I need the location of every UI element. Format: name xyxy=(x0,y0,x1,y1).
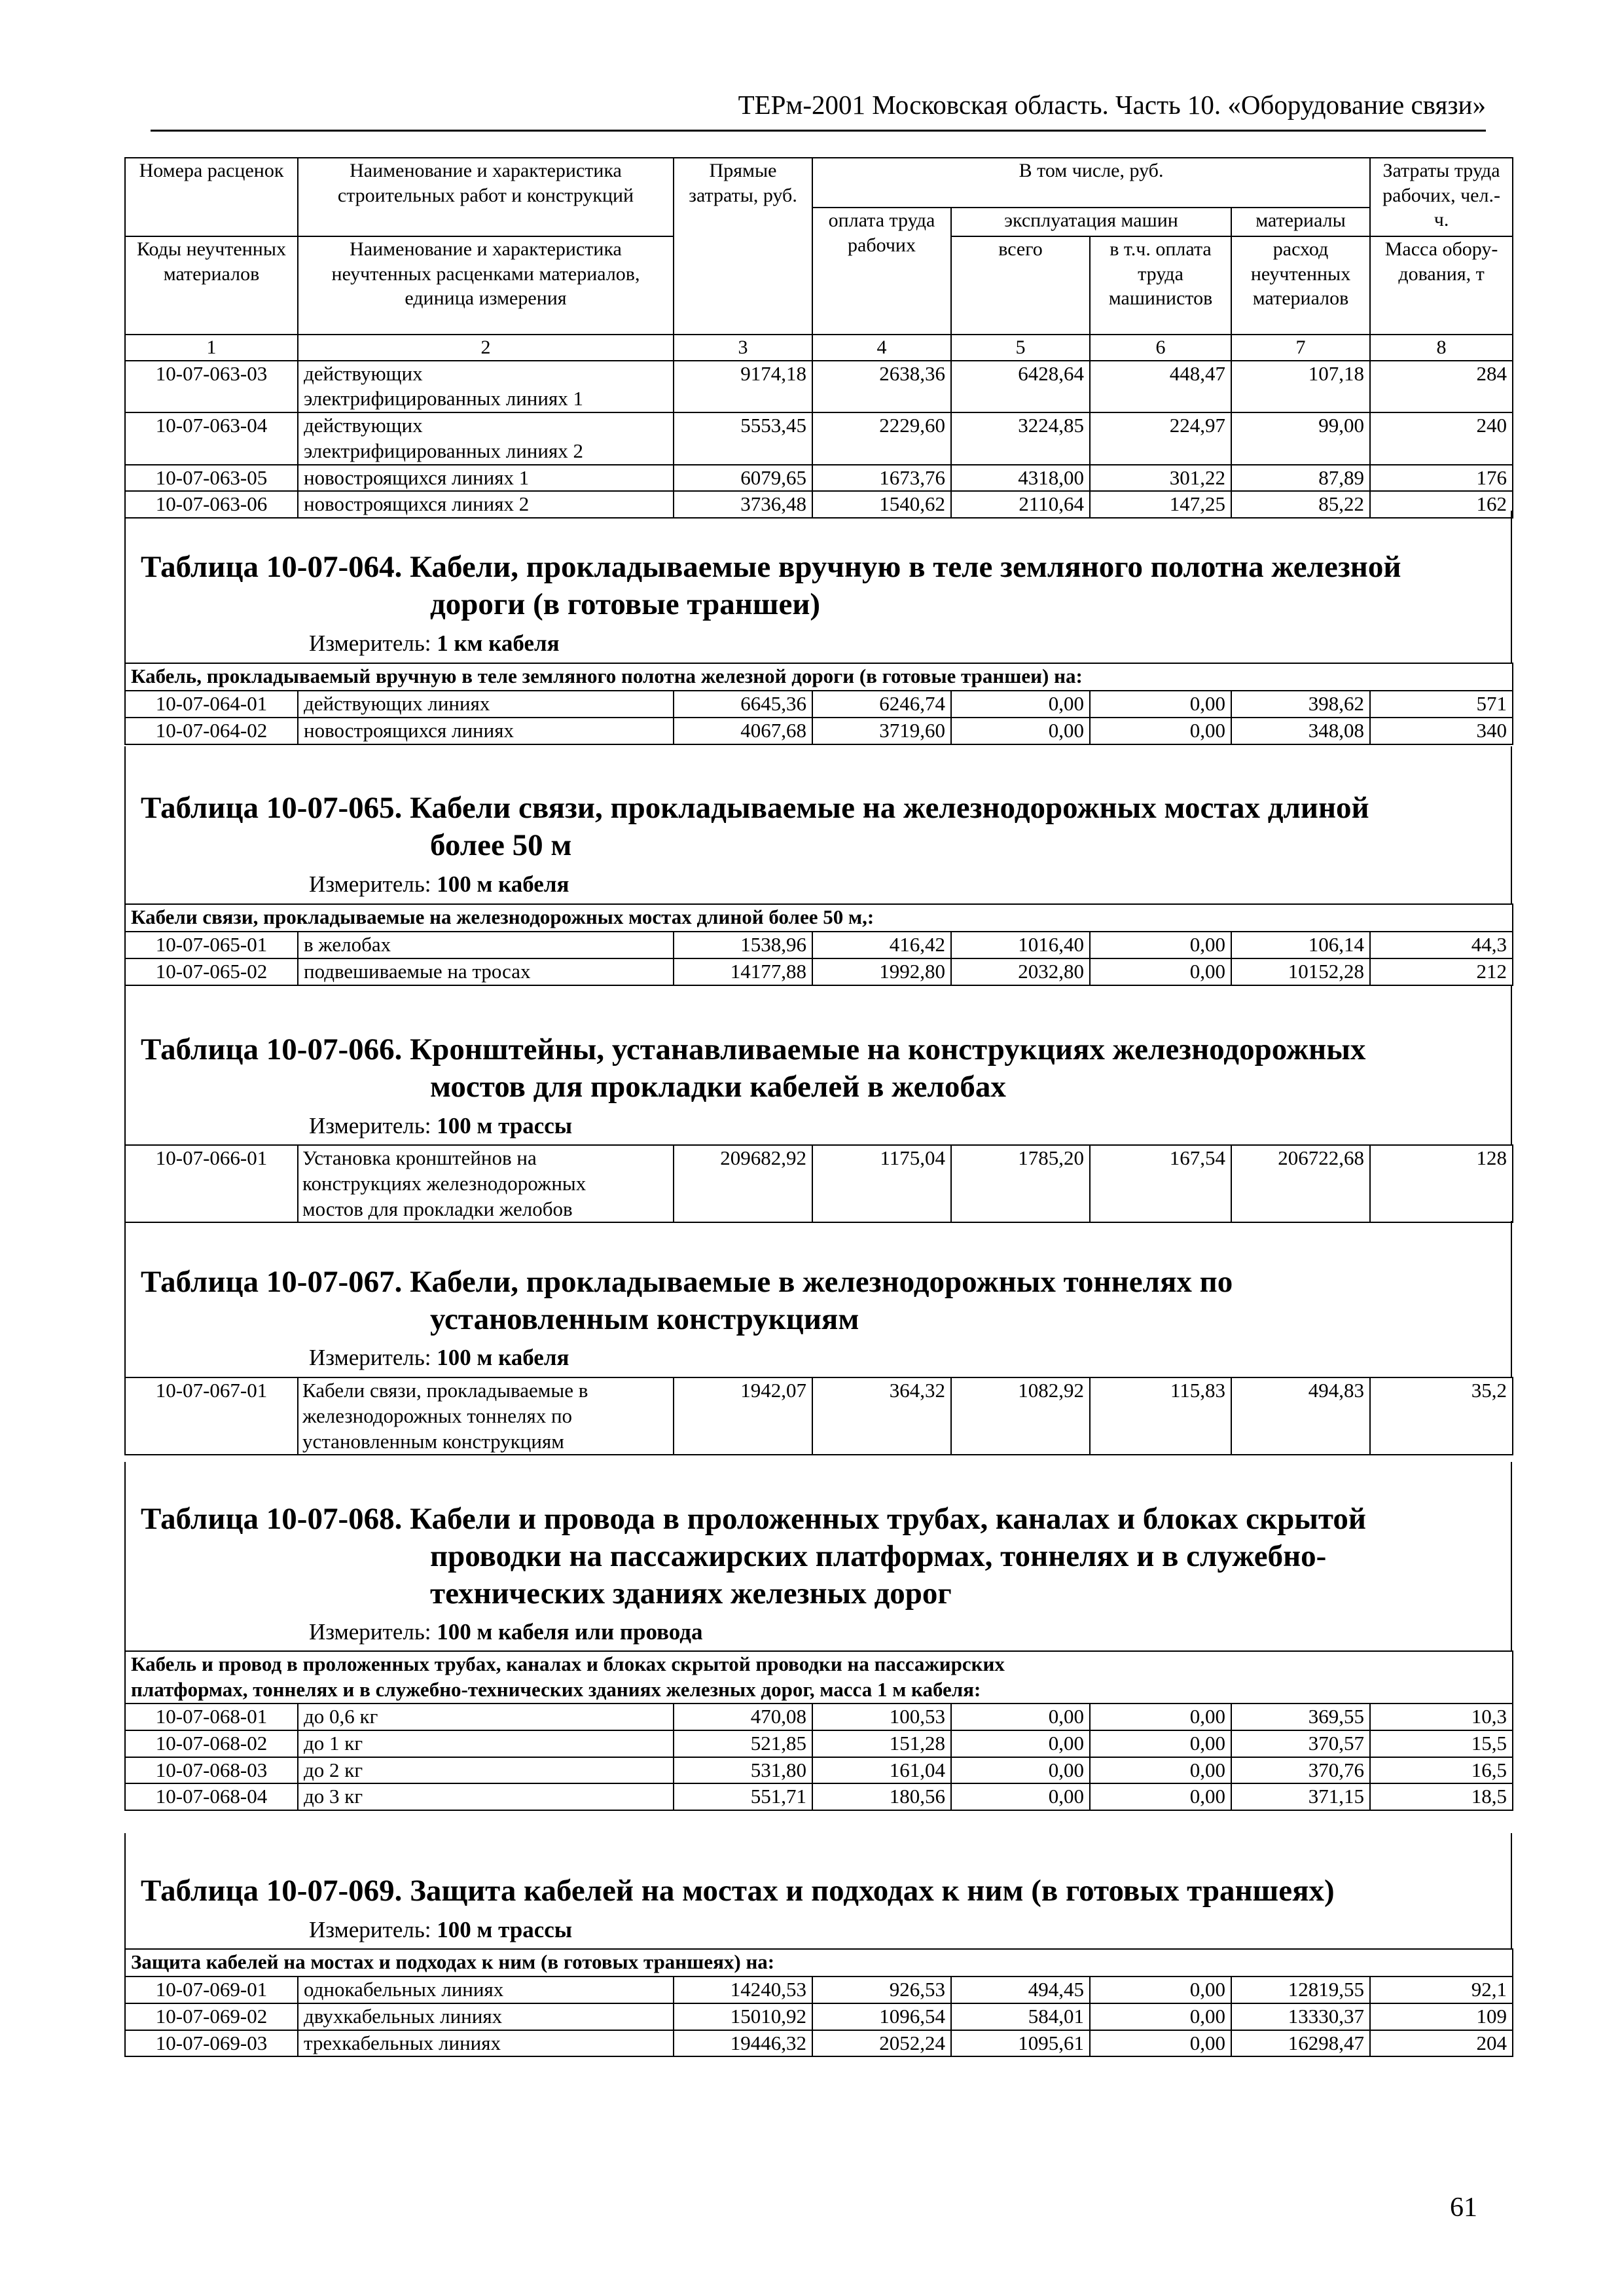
table-measure xyxy=(309,1620,702,1643)
table-title xyxy=(141,1264,1509,1338)
rate-code: 10-07-064-01 xyxy=(125,691,298,718)
table-title xyxy=(141,1872,1509,1910)
rate-code: 10-07-063-03 xyxy=(125,361,298,413)
machines-total: 6428,64 xyxy=(951,361,1090,413)
direct-cost: 470,08 xyxy=(674,1704,812,1730)
machines-total: 2110,64 xyxy=(951,491,1090,518)
materials-cost: 494,83 xyxy=(1231,1377,1370,1455)
table-title-line: Кабели связи, прокладываемые на железнодорожных мостах длиной xyxy=(410,791,1369,825)
measure-prefix: Измеритель: xyxy=(309,1113,431,1139)
text-line: новостроящихся линиях xyxy=(304,718,514,742)
labor-pay: 1540,62 xyxy=(812,491,951,518)
text-line: Кабель, прокладываемый вручную в теле земляного полотна железной дороги (в готовые траншеи) на: xyxy=(131,665,1083,687)
machinist-pay: 0,00 xyxy=(1090,958,1231,985)
text-line: Кабель и провод в проложенных трубах, каналах и блоках скрытой проводки на пассажирских xyxy=(131,1652,1005,1675)
rate-name xyxy=(298,718,674,744)
labor-hours: 212 xyxy=(1370,958,1513,985)
rate-name xyxy=(298,2030,674,2057)
labor-hours: 109 xyxy=(1370,2003,1513,2030)
table-label: Таблица 10-07-068. xyxy=(141,1502,403,1536)
rate-name xyxy=(298,1783,674,1810)
measure-unit: 100 м трассы xyxy=(437,1917,573,1942)
text-line: в желобах xyxy=(304,933,391,956)
col-name-bottom: Наименование и характеристика неучтенных расценками материалов, единица измерения xyxy=(298,236,674,335)
direct-cost: 551,71 xyxy=(674,1783,812,1810)
direct-cost: 6645,36 xyxy=(674,691,812,718)
machinist-pay: 0,00 xyxy=(1090,1783,1231,1810)
text-line: до 3 кг xyxy=(304,1785,363,1808)
machinist-pay: 167,54 xyxy=(1090,1145,1231,1222)
table-title-line: Кабели, прокладываемые вручную в теле земляного полотна железной xyxy=(410,550,1401,584)
table-title-line: технических зданиях железных дорог xyxy=(430,1576,952,1611)
labor-hours: 162 xyxy=(1370,491,1513,518)
labor-pay: 416,42 xyxy=(812,932,951,958)
running-header: ТЕРм-2001 Московская область. Часть 10. «Оборудование связи» xyxy=(738,90,1486,120)
machinist-pay: 224,97 xyxy=(1090,412,1231,465)
column-number: 8 xyxy=(1370,335,1513,361)
table-title-line: установленным конструкциям xyxy=(430,1302,859,1336)
text-line: электрифицированных линиях 2 xyxy=(304,439,583,462)
table-title-line: проводки на пассажирских платформах, тоннелях и в служебно- xyxy=(430,1539,1327,1573)
frame-line-left xyxy=(124,985,126,1144)
machines-total: 3224,85 xyxy=(951,412,1090,465)
materials-cost: 107,18 xyxy=(1231,361,1370,413)
col-machines: эксплуатация машин xyxy=(951,208,1231,236)
table-title-line: мостов для прокладки кабелей в желобах xyxy=(430,1070,1006,1104)
labor-hours: 128 xyxy=(1370,1145,1513,1222)
text-line: новостроящихся линиях 1 xyxy=(304,465,530,489)
rate-name xyxy=(298,932,674,958)
text-line: до 1 кг xyxy=(304,1731,363,1755)
text-line: до 2 кг xyxy=(304,1758,363,1781)
rate-code: 10-07-063-05 xyxy=(125,465,298,492)
direct-cost: 4067,68 xyxy=(674,718,812,744)
text-line: железнодорожных тоннелях по xyxy=(302,1404,573,1427)
labor-pay: 100,53 xyxy=(812,1704,951,1730)
table-row xyxy=(125,1783,1513,1810)
direct-cost: 15010,92 xyxy=(674,2003,812,2030)
labor-hours: 571 xyxy=(1370,691,1513,718)
col-equipment-mass: Масса обору-дования, т xyxy=(1370,236,1513,335)
rate-name xyxy=(298,1977,674,2003)
rate-code: 10-07-069-02 xyxy=(125,2003,298,2030)
table-row xyxy=(125,1730,1513,1757)
measure-unit: 100 м кабеля xyxy=(437,1345,569,1370)
labor-hours: 18,5 xyxy=(1370,1783,1513,1810)
rate-name xyxy=(298,412,674,465)
labor-pay: 6246,74 xyxy=(812,691,951,718)
text-line: мостов для прокладки желобов xyxy=(302,1197,573,1220)
rate-name xyxy=(298,1145,674,1222)
rate-code: 10-07-069-01 xyxy=(125,1977,298,2003)
table-row xyxy=(125,2003,1513,2030)
group-heading xyxy=(125,1651,1513,1704)
direct-cost: 521,85 xyxy=(674,1730,812,1757)
direct-cost: 19446,32 xyxy=(674,2030,812,2057)
direct-cost: 14240,53 xyxy=(674,1977,812,2003)
machinist-pay: 448,47 xyxy=(1090,361,1231,413)
materials-cost: 370,76 xyxy=(1231,1757,1370,1784)
machines-total: 4318,00 xyxy=(951,465,1090,492)
machines-total: 1082,92 xyxy=(951,1377,1090,1455)
page-number: 61 xyxy=(1450,2193,1477,2223)
table-title xyxy=(141,790,1509,864)
measure-unit: 100 м кабеля xyxy=(437,871,569,897)
labor-hours: 35,2 xyxy=(1370,1377,1513,1455)
machines-total: 494,45 xyxy=(951,1977,1090,2003)
col-code-top: Номера расценок xyxy=(125,158,298,208)
col-direct-cost: Прямые затраты, руб. xyxy=(674,158,812,335)
rate-code: 10-07-069-03 xyxy=(125,2030,298,2057)
materials-cost: 370,57 xyxy=(1231,1730,1370,1757)
machinist-pay: 0,00 xyxy=(1090,691,1231,718)
table-title-line: Защита кабелей на мостах и подходах к ним (в готовых траншеях) xyxy=(410,1874,1335,1908)
table-row xyxy=(125,1757,1513,1784)
rate-code: 10-07-068-01 xyxy=(125,1704,298,1730)
rate-name xyxy=(298,1730,674,1757)
text-line: однокабельных линиях xyxy=(304,1978,504,2001)
frame-line-left xyxy=(124,746,126,903)
header-rule xyxy=(151,130,1486,132)
labor-pay: 926,53 xyxy=(812,1977,951,2003)
labor-hours: 240 xyxy=(1370,412,1513,465)
frame-line-right xyxy=(1511,746,1512,903)
text-line: двухкабельных линиях xyxy=(304,2004,503,2028)
column-number: 3 xyxy=(674,335,812,361)
table-row xyxy=(125,1377,1513,1455)
machines-total: 0,00 xyxy=(951,1757,1090,1784)
text-line: подвешиваемые на тросах xyxy=(304,959,531,983)
labor-pay: 2229,60 xyxy=(812,412,951,465)
table-row xyxy=(125,718,1513,744)
rate-name xyxy=(298,691,674,718)
rate-code: 10-07-068-02 xyxy=(125,1730,298,1757)
frame-line-right xyxy=(1511,1462,1512,1650)
direct-cost: 5553,45 xyxy=(674,412,812,465)
text-line: трехкабельных линиях xyxy=(304,2031,501,2054)
table-title-line: Кабели, прокладываемые в железнодорожных тоннелях по xyxy=(410,1265,1233,1299)
machines-total: 0,00 xyxy=(951,1704,1090,1730)
table-measure xyxy=(309,632,560,655)
text-line: установленным конструкциям xyxy=(302,1429,564,1453)
frame-line-left xyxy=(124,511,126,663)
table-row xyxy=(125,691,1513,718)
machinist-pay: 0,00 xyxy=(1090,1704,1231,1730)
rate-code: 10-07-063-06 xyxy=(125,491,298,518)
text-line: Кабели связи, прокладываемые на железнодорожных мостах длиной более 50 м,: xyxy=(131,905,875,928)
group-heading xyxy=(125,904,1513,932)
rates-table xyxy=(124,663,1513,745)
machines-total: 0,00 xyxy=(951,691,1090,718)
measure-prefix: Измеритель: xyxy=(309,1619,431,1645)
rate-name xyxy=(298,491,674,518)
rate-name xyxy=(298,1757,674,1784)
materials-cost: 369,55 xyxy=(1231,1704,1370,1730)
labor-pay: 364,32 xyxy=(812,1377,951,1455)
col-code-bottom: Коды неучтенных материалов xyxy=(125,236,298,335)
labor-hours: 284 xyxy=(1370,361,1513,413)
table-measure xyxy=(309,1918,572,1941)
table-label: Таблица 10-07-065. xyxy=(141,791,403,825)
column-number: 5 xyxy=(951,335,1090,361)
machines-total: 0,00 xyxy=(951,1783,1090,1810)
rate-code: 10-07-066-01 xyxy=(125,1145,298,1222)
text-line: Кабели связи, прокладываемые в xyxy=(302,1379,588,1402)
table-row xyxy=(125,361,1513,413)
machinist-pay: 0,00 xyxy=(1090,1977,1231,2003)
labor-hours: 204 xyxy=(1370,2030,1513,2057)
labor-pay: 1096,54 xyxy=(812,2003,951,2030)
table-row xyxy=(125,1977,1513,2003)
rates-table xyxy=(124,903,1513,986)
frame-line-right xyxy=(1511,511,1512,663)
group-heading xyxy=(125,1949,1513,1977)
direct-cost: 9174,18 xyxy=(674,361,812,413)
labor-hours: 92,1 xyxy=(1370,1977,1513,2003)
table-row xyxy=(125,1145,1513,1222)
col-including: В том числе, руб. xyxy=(812,158,1370,208)
text-line: платформах, тоннелях и в служебно-технических зданиях железных дорог, масса 1 м кабеля: xyxy=(131,1677,981,1701)
measure-prefix: Измеритель: xyxy=(309,1345,431,1370)
rate-name xyxy=(298,1704,674,1730)
labor-pay: 161,04 xyxy=(812,1757,951,1784)
table-title xyxy=(141,549,1509,623)
col-labor-pay: оплата труда рабочих xyxy=(812,208,951,335)
direct-cost: 14177,88 xyxy=(674,958,812,985)
table-title-line: Кронштейны, устанавливаемые на конструкциях железнодорожных xyxy=(410,1032,1366,1066)
machinist-pay: 301,22 xyxy=(1090,465,1231,492)
direct-cost: 6079,65 xyxy=(674,465,812,492)
rates-table xyxy=(124,1650,1513,1811)
labor-pay: 3719,60 xyxy=(812,718,951,744)
column-number: 7 xyxy=(1231,335,1370,361)
group-row xyxy=(125,1949,1513,1977)
labor-hours: 16,5 xyxy=(1370,1757,1513,1784)
group-row xyxy=(125,1651,1513,1704)
materials-cost: 106,14 xyxy=(1231,932,1370,958)
machinist-pay: 0,00 xyxy=(1090,718,1231,744)
direct-cost: 531,80 xyxy=(674,1757,812,1784)
machines-total: 2032,80 xyxy=(951,958,1090,985)
col-name-top: Наименование и характеристика строительных работ и конструкций xyxy=(298,158,674,208)
measure-prefix: Измеритель: xyxy=(309,871,431,897)
table-measure xyxy=(309,873,569,896)
rate-name xyxy=(298,1377,674,1455)
labor-hours: 44,3 xyxy=(1370,932,1513,958)
rates-table xyxy=(124,1948,1513,2057)
col-machines-total: всего xyxy=(951,236,1090,335)
rates-table xyxy=(124,1377,1513,1455)
column-number: 2 xyxy=(298,335,674,361)
machinist-pay: 0,00 xyxy=(1090,2030,1231,2057)
table-row xyxy=(125,412,1513,465)
frame-line-right xyxy=(1511,985,1512,1144)
materials-cost: 99,00 xyxy=(1231,412,1370,465)
column-number: 1 xyxy=(125,335,298,361)
text-line: действующих xyxy=(304,361,423,385)
machines-total: 1016,40 xyxy=(951,932,1090,958)
col-labor-cost: Затраты труда рабочих, чел.-ч. xyxy=(1370,158,1513,236)
group-heading xyxy=(125,663,1513,691)
text-line: конструкциях железнодорожных xyxy=(302,1171,586,1195)
frame-line-left xyxy=(124,1833,126,1948)
machinist-pay: 115,83 xyxy=(1090,1377,1231,1455)
labor-pay: 1673,76 xyxy=(812,465,951,492)
machines-total: 0,00 xyxy=(951,718,1090,744)
table-row xyxy=(125,932,1513,958)
labor-pay: 1992,80 xyxy=(812,958,951,985)
labor-hours: 176 xyxy=(1370,465,1513,492)
column-numbers-row xyxy=(125,335,1513,361)
machines-total: 1095,61 xyxy=(951,2030,1090,2057)
labor-pay: 151,28 xyxy=(812,1730,951,1757)
text-line: до 0,6 кг xyxy=(304,1705,378,1728)
column-number: 6 xyxy=(1090,335,1231,361)
direct-cost: 1942,07 xyxy=(674,1377,812,1455)
rate-name xyxy=(298,465,674,492)
text-line: Установка кронштейнов на xyxy=(302,1146,537,1169)
materials-cost: 10152,28 xyxy=(1231,958,1370,985)
rate-name xyxy=(298,361,674,413)
column-number: 4 xyxy=(812,335,951,361)
measure-prefix: Измеритель: xyxy=(309,630,431,656)
rate-code: 10-07-068-03 xyxy=(125,1757,298,1784)
table-row xyxy=(125,465,1513,492)
frame-line-right xyxy=(1511,1833,1512,1948)
table-measure xyxy=(309,1114,572,1137)
table-title-line: более 50 м xyxy=(430,828,572,862)
direct-cost: 1538,96 xyxy=(674,932,812,958)
rate-code: 10-07-068-04 xyxy=(125,1783,298,1810)
rate-name xyxy=(298,958,674,985)
text-line: новостроящихся линиях 2 xyxy=(304,492,530,516)
table-label: Таблица 10-07-067. xyxy=(141,1265,403,1299)
machines-total: 1785,20 xyxy=(951,1145,1090,1222)
machinist-pay: 0,00 xyxy=(1090,1730,1231,1757)
measure-unit: 100 м трассы xyxy=(437,1113,573,1139)
direct-cost: 209682,92 xyxy=(674,1145,812,1222)
rate-code: 10-07-065-01 xyxy=(125,932,298,958)
text-line: действующих линиях xyxy=(304,692,490,715)
machines-total: 584,01 xyxy=(951,2003,1090,2030)
table-title xyxy=(141,1501,1509,1613)
text-line: действующих xyxy=(304,414,423,437)
rate-code: 10-07-063-04 xyxy=(125,412,298,465)
col-materials: материалы xyxy=(1231,208,1370,236)
rate-name xyxy=(298,2003,674,2030)
table-title xyxy=(141,1031,1509,1106)
materials-cost: 85,22 xyxy=(1231,491,1370,518)
machinist-pay: 147,25 xyxy=(1090,491,1231,518)
table-title-line: Кабели и провода в проложенных трубах, каналах и блоках скрытой xyxy=(410,1502,1366,1536)
table-row xyxy=(125,1704,1513,1730)
labor-pay: 1175,04 xyxy=(812,1145,951,1222)
rates-table xyxy=(124,1144,1513,1223)
labor-pay: 180,56 xyxy=(812,1783,951,1810)
labor-pay: 2052,24 xyxy=(812,2030,951,2057)
frame-line-right xyxy=(1511,1221,1512,1377)
group-row xyxy=(125,663,1513,691)
col-machinist-pay: в т.ч. оплата труда машинистов xyxy=(1090,236,1231,335)
text-line: Защита кабелей на мостах и подходах к ним (в готовых траншеях) на: xyxy=(131,1950,775,1973)
table-label: Таблица 10-07-069. xyxy=(141,1874,403,1908)
group-row xyxy=(125,904,1513,932)
col-materials-uncounted: расход неучтенных материалов xyxy=(1231,236,1370,335)
machinist-pay: 0,00 xyxy=(1090,2003,1231,2030)
table-row xyxy=(125,958,1513,985)
frame-line-left xyxy=(124,1221,126,1377)
table-label: Таблица 10-07-066. xyxy=(141,1032,403,1066)
labor-hours: 340 xyxy=(1370,718,1513,744)
table-row xyxy=(125,491,1513,518)
frame-line-left xyxy=(124,1462,126,1650)
labor-pay: 2638,36 xyxy=(812,361,951,413)
machinist-pay: 0,00 xyxy=(1090,932,1231,958)
measure-unit: 100 м кабеля или провода xyxy=(437,1619,703,1645)
table-row xyxy=(125,2030,1513,2057)
materials-cost: 371,15 xyxy=(1231,1783,1370,1810)
materials-cost: 13330,37 xyxy=(1231,2003,1370,2030)
rates-table-063 xyxy=(124,157,1513,519)
machinist-pay: 0,00 xyxy=(1090,1757,1231,1784)
materials-cost: 16298,47 xyxy=(1231,2030,1370,2057)
machines-total: 0,00 xyxy=(951,1730,1090,1757)
table-title-line: дороги (в готовые траншеи) xyxy=(430,587,821,621)
direct-cost: 3736,48 xyxy=(674,491,812,518)
measure-prefix: Измеритель: xyxy=(309,1917,431,1942)
table-label: Таблица 10-07-064. xyxy=(141,550,403,584)
table-measure xyxy=(309,1346,569,1369)
text-line: электрифицированных линиях 1 xyxy=(304,387,583,410)
measure-unit: 1 км кабеля xyxy=(437,630,560,656)
labor-hours: 10,3 xyxy=(1370,1704,1513,1730)
materials-cost: 398,62 xyxy=(1231,691,1370,718)
rate-code: 10-07-064-02 xyxy=(125,718,298,744)
materials-cost: 87,89 xyxy=(1231,465,1370,492)
rate-code: 10-07-065-02 xyxy=(125,958,298,985)
labor-hours: 15,5 xyxy=(1370,1730,1513,1757)
materials-cost: 348,08 xyxy=(1231,718,1370,744)
rate-code: 10-07-067-01 xyxy=(125,1377,298,1455)
materials-cost: 12819,55 xyxy=(1231,1977,1370,2003)
materials-cost: 206722,68 xyxy=(1231,1145,1370,1222)
